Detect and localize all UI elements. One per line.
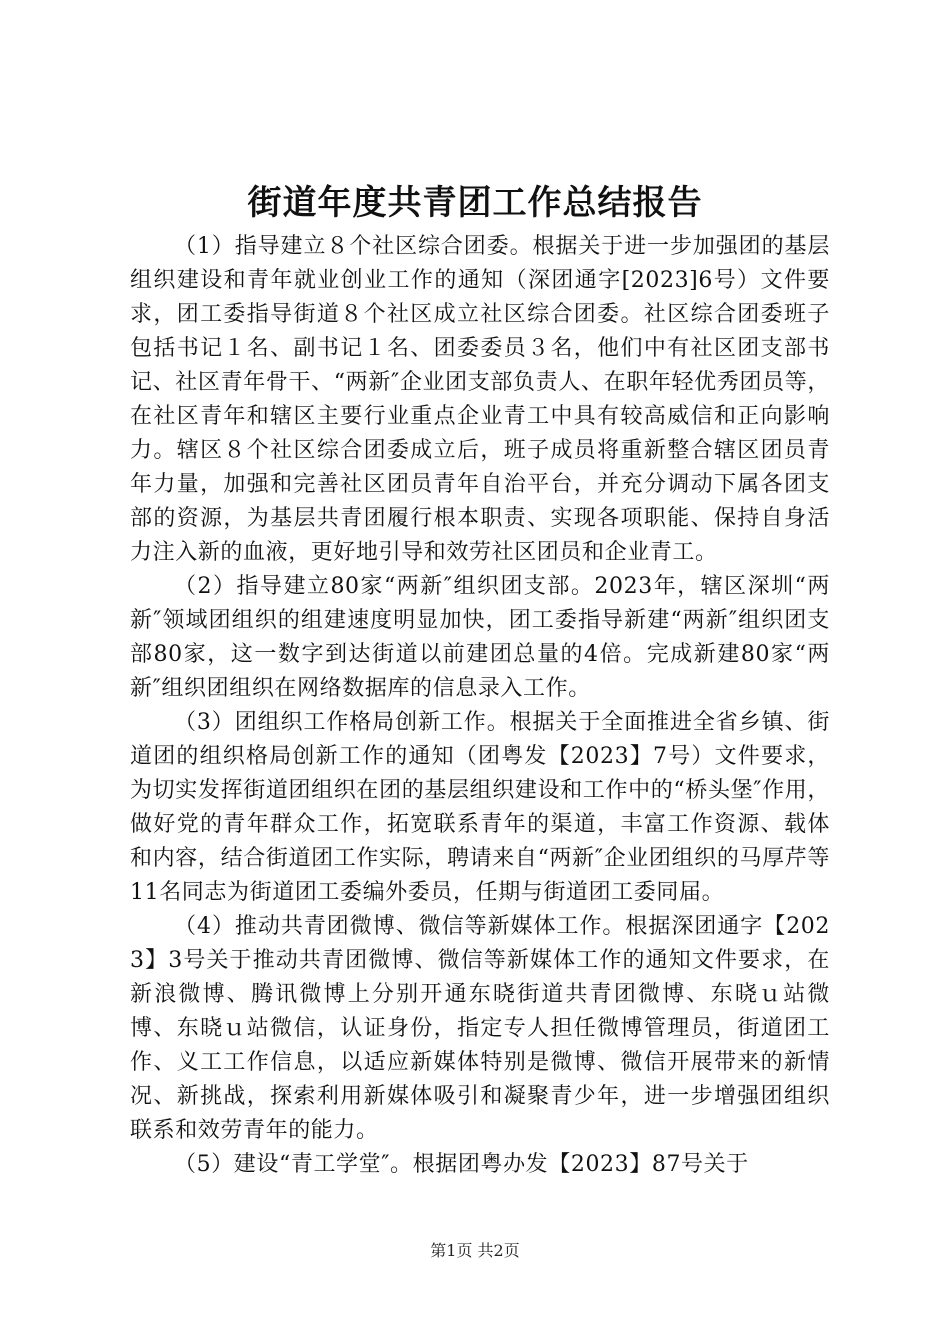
paragraph-5: （5）建设“青工学堂″。根据团粤办发【2023】87号关于 (174, 1152, 749, 1177)
page-footer: 第1页 共2页 (430, 1241, 520, 1260)
paragraph-4: （4）推动共青团微博、微信等新媒体工作。根据深团通字【2023】3号关于推动共青团微博、微信等新媒体工作的通知文件要求，在新浪微博、腾讯微博上分别开通东晓街道共青团微博、东晓ｕ站微博、东晓ｕ站微信，认证身份，指定专人担任微博管理员，街道团工作、义工工作信息，以适应新媒体特别是微博、微信开展带来的新情况、新挑战，探索利用新媒体吸引和凝聚青少年，进一步增强团组织联系和效劳青年的能力。 (130, 914, 830, 1143)
document-body (130, 230, 830, 1182)
paragraph-2: （2）指导建立80家“两新″组织团支部。2023年，辖区深圳“两新″领域团组织的组建速度明显加快，团工委指导新建“两新″组织团支部80家，这一数字到达街道以前建团总量的4倍。完成新建80家“两新″组织团组织在网络数据库的信息录入工作。 (130, 574, 830, 701)
paragraph-3: （3）团组织工作格局创新工作。根据关于全面推进全省乡镇、街道团的组织格局创新工作的通知（团粤发【2023】7号）文件要求，为切实发挥街道团组织在团的基层组织建设和工作中的“桥头堡″作用，做好党的青年群众工作，拓宽联系青年的渠道，丰富工作资源、载体和内容，结合街道团工作实际，聘请来自“两新″企业团组织的马厚芹等11名同志为街道团工委编外委员，任期与街道团工委同届。 (130, 710, 830, 905)
paragraph-1: （1）指导建立８个社区综合团委。根据关于进一步加强团的基层组织建设和青年就业创业工作的通知（深团通字[2023]6号）文件要求，团工委指导街道８个社区成立社区综合团委。社区综合团委班子包括书记１名、副书记１名、团委委员３名，他们中有社区团支部书记、社区青年骨干、“两新″企业团支部负责人、在职年轻优秀团员等，在社区青年和辖区主要行业重点企业青工中具有较高威信和正向影响力。辖区８个社区综合团委成立后，班子成员将重新整合辖区团员青年力量，加强和完善社区团员青年自治平台，并充分调动下属各团支部的资源，为基层共青团履行根本职责、实现各项职能、保持自身活力注入新的血液，更好地引导和效劳社区团员和企业青工。 (130, 234, 830, 565)
document-title: 街道年度共青团工作总结报告 (247, 183, 703, 223)
